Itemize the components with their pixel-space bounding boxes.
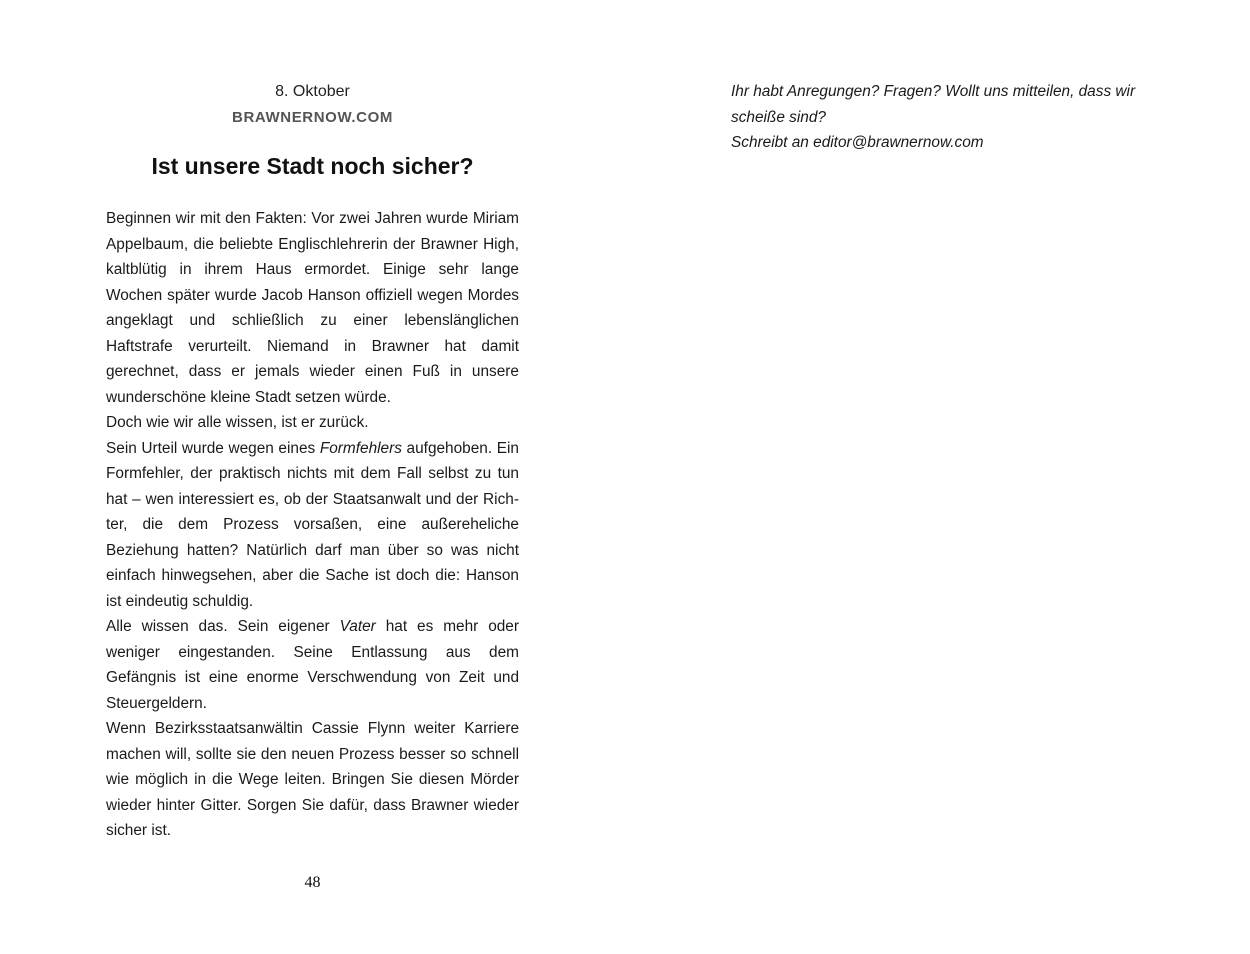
note-line: Schreibt an editor@brawnernow.com	[731, 134, 984, 151]
paragraph: Alle wissen das. Sein eigener Vater hat es mehr oder weniger eingestanden. Seine Entlassung aus dem Gefängnis ist eine enorme Verschwendung von Zeit und Steuergeldern.	[106, 618, 519, 712]
paragraph: Doch wie wir alle wissen, ist er zurück.	[106, 414, 369, 431]
article-body	[106, 206, 519, 844]
note-line: scheiße sind?	[731, 108, 826, 126]
right-page	[625, 0, 1250, 954]
emphasis-vater: Vater	[339, 618, 376, 635]
article-headline: Ist unsere Stadt noch sicher?	[151, 153, 474, 179]
site-name: BRAWNERNOW.COM	[232, 109, 393, 126]
paragraph: Beginnen wir mit den Fakten: Vor zwei Jahren wurde Miriam Appelbaum, die beliebte Englischlehrerin der Brawner High, kaltblütig in ihrem Haus ermordet. Einige sehr lange Wochen später wurde Jacob Hanson offiziell wegen Mordes angeklagt und schließlich zu einer lebenslänglichen Haftstrafe verurteilt. Niemand in Brawner hat damit gerechnet, dass er jemals wieder einen Fuß in unsere wunderschöne kleine Stadt setzen würde.	[106, 210, 519, 406]
emphasis-formfehlers: Formfehlers	[319, 439, 402, 457]
editor-contact-note	[731, 79, 1161, 156]
article-date: 8. Oktober	[275, 83, 350, 100]
page-number: 48	[304, 874, 321, 891]
paragraph: Wenn Bezirksstaatsanwältin Cassie Flynn weiter Karriere machen will, sollte sie den neuen Prozess besser so schnell wie möglich in die Wege leiten. Bringen Sie diesen Mörder wieder hinter Gitter. Sorgen Sie dafür, dass Brawner wieder sicher ist.	[106, 720, 519, 839]
note-line: Ihr habt Anregungen? Fragen? Wollt uns mitteilen, dass wir	[731, 83, 1136, 100]
paragraph: Sein Urteil wurde wegen eines Formfehlers aufgehoben. Ein Formfehler, der praktisch nichts mit dem Fall selbst zu tun hat – wen interessiert es, ob der Staatsanwalt und der Richter, die dem Prozess vorsaßen, eine außereheliche Beziehung hatten? Natürlich darf man über so was nicht einfach hinwegsehen, aber die Sache ist doch die: Hanson ist eindeutig schuldig.	[106, 439, 519, 610]
